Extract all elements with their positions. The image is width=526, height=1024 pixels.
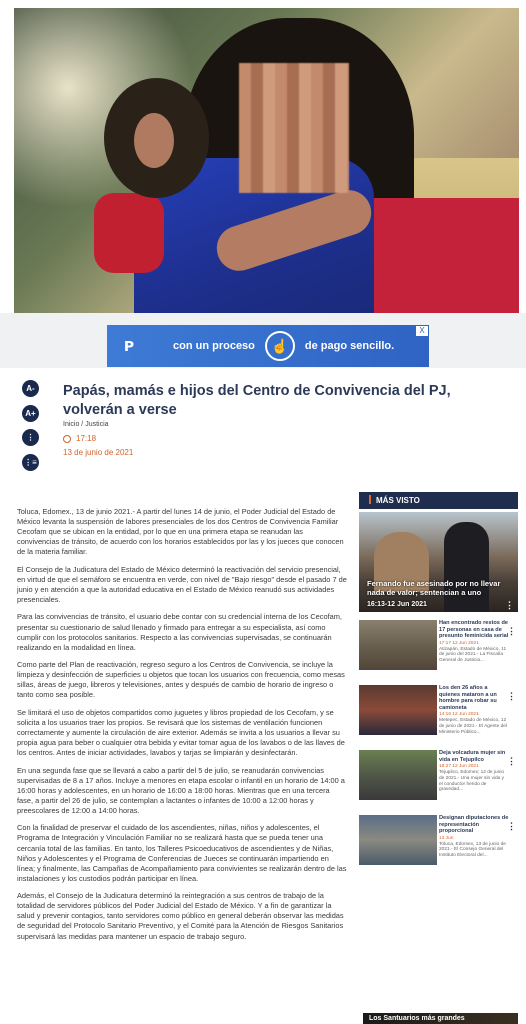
article-tools [22,380,40,478]
hero-child-ear [134,113,174,168]
item-title[interactable]: Deja volcadura mujer sin vida en Tejupilco [439,750,506,763]
article-paragraph: Para las convivencias de tránsito, el usuario debe contar con su credencial interna de los Cecofam, presentar su cuestionario de salud llenado y firmado para entregar a su especialista, así como cumplir con los protocolos sanitarios. Respecto a las convivencias supervisadas, se continuarán realizando en la modalidad en línea. [17,612,342,652]
item-summary: Metepec, Estado de México, 12 de junio de 2021.- El Agente del Ministerio Público... [439,718,508,735]
hero-child-sleeve [94,193,164,273]
hero-pixelated-face [239,63,349,193]
item-date: 18:27 12 Jun 2021 [439,764,479,769]
article-paragraph: Toluca, Edomex., 13 de junio 2021.- A partir del lunes 14 de junio, el Poder Judicial del Estado de México levanta la suspensión de labores presenciales de los dos Centros de Convivencia Familiar Cecofam que se ubican en la entidad, por lo que en una primera etapa se reanudan las convivencias de tránsito, de acuerdo con los horarios establecidos por las y los jueces que conocen de la materia familiar. [17,507,344,557]
clock-icon [63,435,71,443]
article-paragraph: El Consejo de la Judicatura del Estado de México determinó la reactivación del servicio presencial, en virtud de que el semáforo se encuentra en verde, con nivel de "Bajo riesgo" desde el pasado 7 de junio y en atención a que la autoridad educativa en el Estado de México reanudó sus actividades presenciales. [17,564,347,605]
article-paragraph: Con la finalidad de preservar el cuidado de los ascendientes, niñas, niños y adolescentes, el Programa de Integración y Vinculación Familiar no se realizará hasta que se pueda tener una cercanía total de las familias. En tanto, los Talleres Psicoeducativos de ascendientes y de Niñas, Niños y Adolescentes y el Programa de Conferencias de Jueces se continuarán impartiendo en línea; y finalmente, las Campañas de Acompañamiento para convivientes se realizarán dentro de las instalaciones y los custodios podrán participar en línea. [17,823,347,883]
breadcrumb-home-link[interactable]: Inicio [63,421,80,428]
featured-title[interactable]: Fernando fue asesinado por no llevar nada de valor; sentencian a uno [367,579,501,597]
breadcrumb [63,421,109,428]
ad-text-1: con un proceso [173,340,255,352]
item-text [437,750,509,807]
item-title[interactable]: Han encontrado restos de 17 personas en casa de presunto feminicida serial [439,620,509,639]
article-paragraph: Como parte del Plan de reactivación, regreso seguro a los Centros de Convivencia, se incluye la limpieza y desinfección de superficies u objetos que tocan los usuarios con frecuencia, como mesas sillas, áreas de juego, libreros y televisiones, antes y después de cambio de horario de ingreso o tanto como sea posible. [17,660,345,700]
item-thumbnail[interactable] [359,815,437,865]
item-date: 14:16 12 Jun 2021 [439,712,479,717]
most-viewed-item[interactable] [359,620,518,677]
item-summary: Atizapán, Estado de México, 11 de junio del 2021.- La Fiscalía General de Justicia... [439,646,507,664]
most-viewed-item[interactable] [359,685,518,742]
item-thumbnail[interactable] [359,750,437,800]
article-time-text: 17:18 [76,434,97,443]
article-paragraph: En una segunda fase que se llevará a cabo a partir del 5 de julio, se reanudarán convivencias supervisadas de 8 a 17 años. Incluye a menores en etapa escolar o infantil en un horario de 14:00 a 16:00 horas y adolescentes, en un horario de 16:00 a 18:00 horas. Mientras que en una tercera fase, a partir del 26 de julio, se contemplan a lactantes o infantes de 10:00 a 12:00 horas y preescolares de 12:00 a 14:00 horas. [17,765,345,815]
most-viewed-item[interactable] [359,815,518,872]
article-date: 13 de junio de 2021 [63,448,134,457]
item-title[interactable]: Designan diputaciones de representación proporcional [439,815,509,834]
paypal-logo-icon: 𝗣 [123,337,135,354]
share-button[interactable]: ⋮ [22,429,39,446]
featured-person-image [444,522,489,612]
ad-banner[interactable] [107,325,429,367]
item-menu-icon[interactable]: ⋮ [507,626,516,636]
item-date: 17:17 12 Jun 2021 [439,640,479,646]
most-viewed-sidebar [359,492,518,872]
featured-menu-icon[interactable]: ⋮ [505,600,514,610]
item-text [437,620,509,677]
most-viewed-featured[interactable] [359,512,518,612]
item-text [437,815,509,872]
article-paragraph: Además, el Consejo de la Judicatura determinó la reintegración a sus centros de trabajo de la totalidad de servidores públicos del Poder Judicial del Estado de México. Y a fin de garantizar la salud y prevenir contagios, tanto servidores como público en general deberán observar las medidas de seguridad del Protocolo Sanitario Preventivo, y el Comité para la Atención de Riesgos Sanitarios supervisará las medidas para mantener un espacio de trabajo seguro. [17,891,344,941]
featured-meta: 16:13-12 Jun 2021 [367,601,427,608]
bottom-ad-banner[interactable]: Los Santuarios más grandes [363,1013,518,1024]
item-summary: Toluca, Edomex, 13 de junio de 2021.- El Consejo General del Instituto Electoral del... [439,841,506,859]
item-summary: Tejupilco, Edomex; 12 de junio de 2021.- Una mujer sin vida y el conductor herido de gravedad... [439,770,505,793]
article-time [63,434,96,443]
font-decrease-button[interactable]: A- [22,380,39,397]
item-menu-icon[interactable]: ⋮ [507,691,516,701]
breadcrumb-separator: / [79,421,86,428]
item-menu-icon[interactable]: ⋮ [507,756,516,766]
item-text [437,685,509,742]
breadcrumb-section-link[interactable]: Justicia [85,421,109,428]
article-paragraph: Se limitará el uso de objetos compartidos como juguetes y libros propiedad de los Cecofam, y se solicita a los usuarios traer los propios. Se revisará que los sistemas de ventilación funcionen correctamente y aumente la circulación de aire exterior. Además se invita a los usuarios a llevar su propia agua para beber o cualquier otra bebida y evitar tomar agua de los lavabos o de las llaves de los centros. Antes de iniciar actividades, lavabos y tarjas se limpiarán y desinfectarán. [17,707,345,758]
ad-close-icon[interactable]: X [416,326,428,336]
article-body [17,507,347,949]
item-thumbnail[interactable] [359,685,437,735]
most-viewed-heading: MÁS VISTO [359,492,518,509]
article-title: Papás, mamás e hijos del Centro de Convivencia del PJ, volverán a verse [63,383,451,418]
item-title[interactable]: Los den 26 años a quienes mataron a un hombre para robar su camioneta [439,685,497,711]
item-thumbnail[interactable] [359,620,437,670]
item-date: 13 Jun [439,835,454,841]
hero-image [14,8,519,313]
hand-tap-icon: ☝ [265,331,295,361]
menu-button[interactable]: ⋮≡ [22,454,39,471]
ad-text-2: de pago sencillo. [304,340,395,352]
font-increase-button[interactable]: A+ [22,405,39,422]
most-viewed-item[interactable] [359,750,518,807]
item-menu-icon[interactable]: ⋮ [507,821,516,831]
